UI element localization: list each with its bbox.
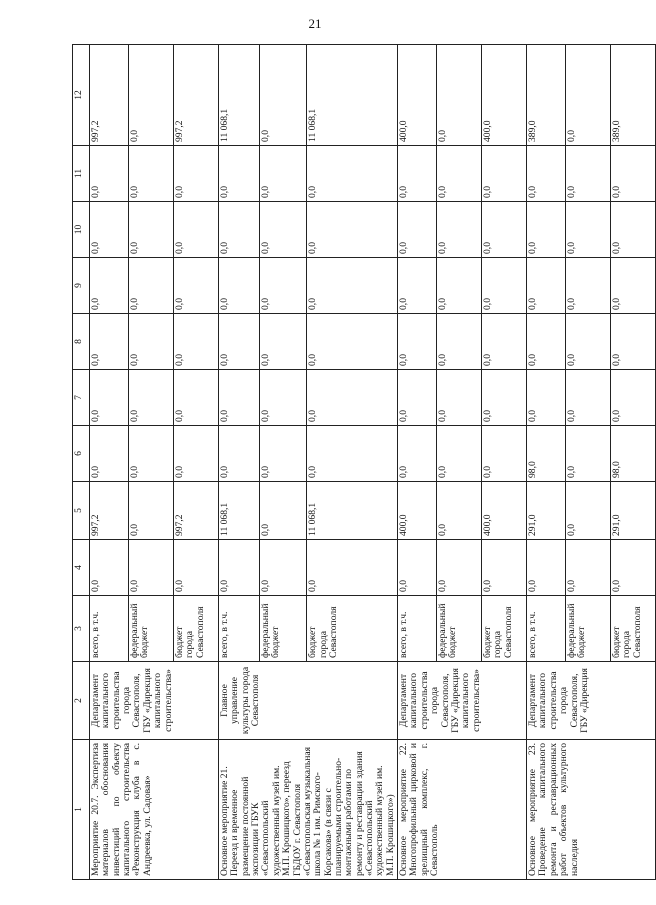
value-cell: 0,0: [611, 314, 656, 370]
value-cell: 0,0: [611, 258, 656, 314]
measure-name-cell: Основное мероприятие 22. Многопрофильный цирковой и зрелищный комплекс, г. Севастополь: [398, 740, 527, 880]
value-cell: 0,0: [566, 258, 611, 314]
value-cell: 0,0: [566, 482, 611, 540]
value-cell: 98,0: [611, 426, 656, 482]
value-cell: 0,0: [482, 540, 527, 596]
value-cell: 0,0: [219, 314, 260, 370]
value-cell: 0,0: [437, 258, 482, 314]
value-cell: 0,0: [566, 146, 611, 202]
value-cell: 0,0: [90, 370, 129, 426]
value-cell: 0,0: [90, 146, 129, 202]
source-cell: федеральный бюджет: [437, 596, 482, 662]
value-cell: 400,0: [398, 45, 437, 146]
value-cell: 0,0: [90, 540, 129, 596]
header-row: [73, 45, 90, 880]
value-cell: 0,0: [527, 202, 566, 258]
value-cell: 0,0: [307, 146, 398, 202]
value-cell: 0,0: [174, 540, 219, 596]
value-cell: 0,0: [129, 482, 174, 540]
value-cell: 0,0: [129, 540, 174, 596]
column-header: 3: [73, 596, 90, 662]
source-cell: бюджет города Севастополя: [611, 596, 656, 662]
value-cell: 0,0: [307, 258, 398, 314]
executor-cell: Департамент капитального строительства города Севастополя, ГБУ «Дирекция капитального строительства»: [398, 662, 527, 740]
column-header: 6: [73, 426, 90, 482]
value-cell: 98,0: [527, 426, 566, 482]
value-cell: 0,0: [260, 202, 307, 258]
value-cell: 0,0: [566, 45, 611, 146]
value-cell: 0,0: [566, 370, 611, 426]
source-cell: всего, в т.ч.: [90, 596, 129, 662]
table-row: [398, 45, 437, 880]
value-cell: 0,0: [219, 426, 260, 482]
executor-cell: Департамент капитального строительства города Севастополя, ГБУ «Дирекция капитального строительства»: [90, 662, 219, 740]
source-cell: бюджет города Севастополя: [307, 596, 398, 662]
value-cell: 0,0: [527, 314, 566, 370]
value-cell: 0,0: [437, 482, 482, 540]
value-cell: 0,0: [260, 540, 307, 596]
value-cell: 997,2: [174, 482, 219, 540]
value-cell: 0,0: [90, 202, 129, 258]
value-cell: 0,0: [437, 146, 482, 202]
value-cell: 0,0: [611, 540, 656, 596]
value-cell: 997,2: [174, 45, 219, 146]
value-cell: 400,0: [482, 482, 527, 540]
value-cell: 0,0: [437, 45, 482, 146]
value-cell: 0,0: [174, 314, 219, 370]
value-cell: 0,0: [611, 370, 656, 426]
value-cell: 400,0: [482, 45, 527, 146]
measure-name-cell: Основное мероприятие 21. Переезд и временное размещение постоянной экспозиции ГБУК «Севастопольский художественный музей им. М.П. Крошицкого», переезд ГБДОУ г. Севастополя «Севастопольская музыкальная школа № 1 им. Римского-Корсакова» (в связи с планируемыми строительно-монтажными работами по ремонту и реставрации здания «Севастопольский художественный музей им. М.П. Крошицкого»): [219, 740, 398, 880]
column-header: 10: [73, 202, 90, 258]
value-cell: 0,0: [129, 202, 174, 258]
value-cell: 0,0: [482, 258, 527, 314]
value-cell: 0,0: [129, 314, 174, 370]
column-header: 5: [73, 482, 90, 540]
value-cell: 0,0: [219, 146, 260, 202]
source-cell: федеральный бюджет: [566, 596, 611, 662]
column-header: 11: [73, 146, 90, 202]
source-cell: федеральный бюджет: [260, 596, 307, 662]
value-cell: 0,0: [260, 258, 307, 314]
value-cell: 0,0: [260, 482, 307, 540]
value-cell: 0,0: [437, 370, 482, 426]
value-cell: 0,0: [307, 202, 398, 258]
source-cell: всего, в т.ч.: [398, 596, 437, 662]
executor-cell: Департамент капитального строительства города Севастополя, ГБУ «Дирекция: [527, 662, 656, 740]
value-cell: 0,0: [90, 426, 129, 482]
value-cell: 0,0: [260, 426, 307, 482]
value-cell: 0,0: [566, 314, 611, 370]
column-header: 1: [73, 740, 90, 880]
value-cell: 11 068,1: [307, 45, 398, 146]
value-cell: 0,0: [260, 314, 307, 370]
table-row: [527, 45, 566, 880]
rotated-table-wrapper: [72, 45, 643, 880]
column-header: 2: [73, 662, 90, 740]
value-cell: 11 068,1: [307, 482, 398, 540]
budget-table: [72, 44, 656, 880]
value-cell: 0,0: [566, 540, 611, 596]
value-cell: 0,0: [219, 202, 260, 258]
value-cell: 0,0: [129, 370, 174, 426]
value-cell: 0,0: [129, 258, 174, 314]
value-cell: 400,0: [398, 482, 437, 540]
table-row: [90, 45, 129, 880]
value-cell: 0,0: [174, 258, 219, 314]
value-cell: 0,0: [482, 370, 527, 426]
value-cell: 0,0: [611, 146, 656, 202]
value-cell: 11 068,1: [219, 45, 260, 146]
source-cell: федеральный бюджет: [129, 596, 174, 662]
value-cell: 0,0: [527, 370, 566, 426]
value-cell: 0,0: [398, 258, 437, 314]
value-cell: 997,2: [90, 482, 129, 540]
value-cell: 291,0: [611, 482, 656, 540]
value-cell: 0,0: [307, 370, 398, 426]
value-cell: 0,0: [398, 426, 437, 482]
value-cell: 0,0: [129, 426, 174, 482]
value-cell: 0,0: [174, 426, 219, 482]
value-cell: 0,0: [219, 370, 260, 426]
value-cell: 389,0: [611, 45, 656, 146]
value-cell: 0,0: [437, 314, 482, 370]
value-cell: 0,0: [437, 202, 482, 258]
source-cell: всего, в т.ч.: [219, 596, 260, 662]
value-cell: 0,0: [90, 314, 129, 370]
value-cell: 0,0: [437, 540, 482, 596]
value-cell: 0,0: [566, 426, 611, 482]
value-cell: 0,0: [307, 540, 398, 596]
value-cell: 0,0: [90, 258, 129, 314]
value-cell: 0,0: [174, 146, 219, 202]
table-row: [219, 45, 260, 880]
value-cell: 291,0: [527, 482, 566, 540]
value-cell: 0,0: [307, 426, 398, 482]
value-cell: 0,0: [527, 146, 566, 202]
value-cell: 0,0: [129, 146, 174, 202]
column-header: 12: [73, 45, 90, 146]
value-cell: 0,0: [174, 202, 219, 258]
value-cell: 0,0: [527, 540, 566, 596]
value-cell: 0,0: [398, 540, 437, 596]
column-header: 9: [73, 258, 90, 314]
value-cell: 0,0: [482, 314, 527, 370]
value-cell: 0,0: [129, 45, 174, 146]
measure-name-cell: Мероприятие 20.7. Экспертиза материалов обоснования инвестиций по объекту капитального строительства «Реконструкция клуба в с. Андреевка, ул. Садовая»: [90, 740, 219, 880]
column-header: 4: [73, 540, 90, 596]
value-cell: 0,0: [260, 146, 307, 202]
executor-cell: Главное управление культуры города Севастополя: [219, 662, 398, 740]
column-header: 7: [73, 370, 90, 426]
value-cell: 0,0: [260, 45, 307, 146]
page-number: 21: [308, 16, 322, 31]
value-cell: 0,0: [219, 258, 260, 314]
value-cell: 0,0: [307, 314, 398, 370]
source-cell: бюджет города Севастополя: [174, 596, 219, 662]
value-cell: 0,0: [482, 202, 527, 258]
value-cell: 0,0: [437, 426, 482, 482]
value-cell: 0,0: [174, 370, 219, 426]
value-cell: 0,0: [482, 146, 527, 202]
value-cell: 0,0: [527, 258, 566, 314]
value-cell: 0,0: [566, 202, 611, 258]
value-cell: 11 068,1: [219, 482, 260, 540]
value-cell: 389,0: [527, 45, 566, 146]
source-cell: бюджет города Севастополя: [482, 596, 527, 662]
source-cell: всего, в т.ч.: [527, 596, 566, 662]
value-cell: 0,0: [398, 370, 437, 426]
value-cell: 0,0: [611, 202, 656, 258]
value-cell: 0,0: [219, 540, 260, 596]
value-cell: 0,0: [398, 202, 437, 258]
column-header: 8: [73, 314, 90, 370]
value-cell: 0,0: [482, 426, 527, 482]
measure-name-cell: Основное мероприятие 23. Проведение капитального ремонта и реставрационных работ объектов культурного наследия: [527, 740, 656, 880]
value-cell: 0,0: [398, 146, 437, 202]
value-cell: 0,0: [398, 314, 437, 370]
value-cell: 0,0: [260, 370, 307, 426]
value-cell: 997,2: [90, 45, 129, 146]
